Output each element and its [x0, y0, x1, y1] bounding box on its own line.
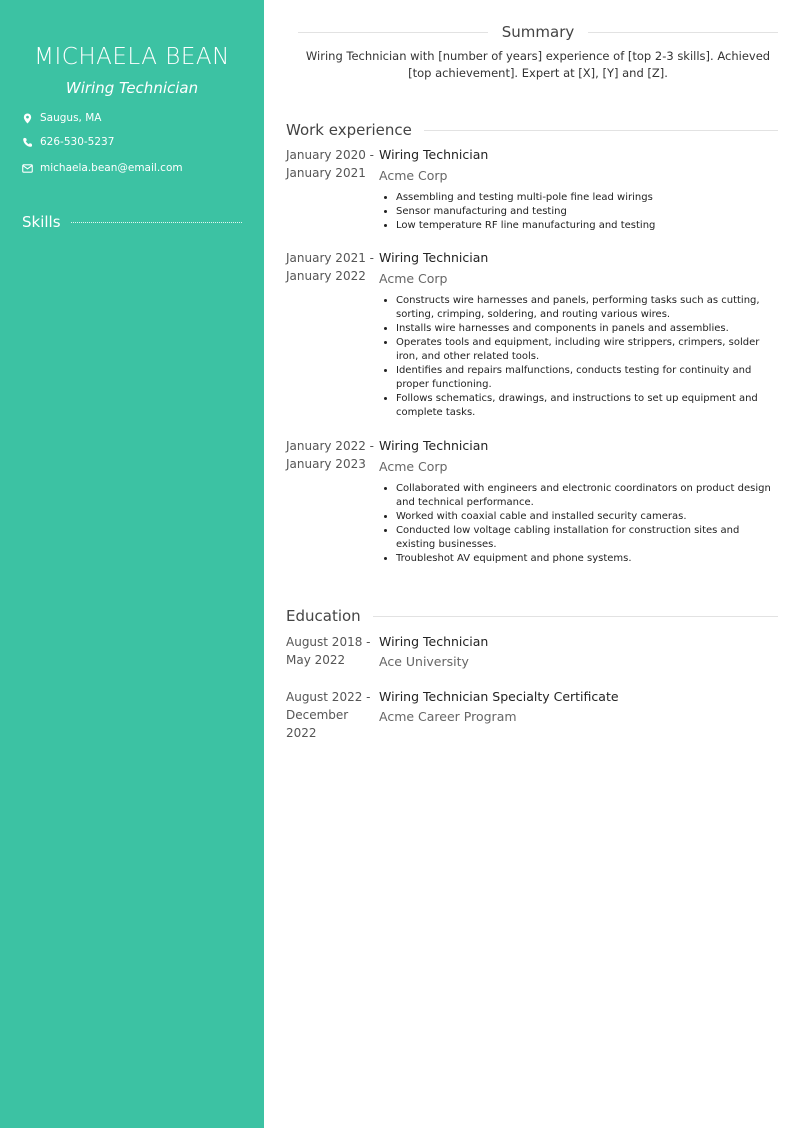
contact-location [22, 112, 101, 124]
work-company: Acme Corp [379, 459, 448, 474]
education-title: Wiring Technician Specialty Certificate [379, 689, 619, 704]
education-date-start: August 2022 - [286, 690, 371, 704]
work-bullet: • Installs wire harnesses and components in panels and assemblies. [396, 322, 778, 336]
email-icon [22, 163, 33, 174]
education-institution: Acme Career Program [379, 709, 517, 724]
summary-divider-right [588, 32, 778, 33]
work-bullet: • Worked with coaxial cable and installed security cameras. [396, 510, 778, 524]
education-date-end: December 2022 [286, 708, 349, 740]
contact-phone [22, 136, 114, 148]
education-title: Wiring Technician [379, 634, 489, 649]
phone-icon [22, 137, 33, 148]
education-date-start: August 2018 - [286, 635, 371, 649]
work-date [286, 249, 378, 285]
candidate-role: Wiring Technician [65, 79, 199, 97]
education-date [286, 633, 378, 669]
education-date-end: May 2022 [286, 653, 346, 667]
skills-heading-text: Skills [22, 213, 61, 231]
work-title: Wiring Technician [379, 250, 489, 265]
work-date-end: January 2021 [286, 166, 366, 180]
work-divider [424, 130, 778, 131]
contact-email [22, 162, 183, 174]
work-bullets [379, 482, 778, 566]
work-company: Acme Corp [379, 168, 448, 183]
contact-phone-text: 626-530-5237 [40, 136, 115, 148]
skills-heading [22, 213, 242, 231]
contact-email-text: michaela.bean@email.com [40, 162, 183, 174]
work-bullet: • Conducted low voltage cabling installation for construction sites and existing businesses. [396, 524, 778, 552]
work-bullets [379, 191, 778, 233]
work-bullet: • Constructs wire harnesses and panels, performing tasks such as cutting, sorting, crimping, soldering, and routing various wires. [396, 294, 778, 322]
main-content [264, 0, 800, 1128]
work-date-start: January 2022 - [286, 439, 374, 453]
sidebar [0, 0, 264, 1128]
work-date-end: January 2022 [286, 269, 366, 283]
work-bullet: • Sensor manufacturing and testing [396, 205, 778, 219]
location-pin-icon [22, 113, 33, 124]
candidate-name: MICHAELA BEAN [34, 44, 230, 70]
skills-divider [71, 222, 242, 223]
work-company: Acme Corp [379, 271, 448, 286]
work-heading [286, 121, 778, 139]
education-institution: Ace University [379, 654, 469, 669]
education-heading-text: Education [286, 607, 361, 625]
education-date [286, 688, 378, 742]
work-date-start: January 2021 - [286, 251, 374, 265]
contact-location-text: Saugus, MA [40, 112, 102, 124]
work-bullets [379, 294, 778, 420]
education-heading [286, 607, 778, 625]
work-date-start: January 2020 - [286, 148, 374, 162]
work-bullet: • Troubleshot AV equipment and phone systems. [396, 552, 778, 566]
education-divider [373, 616, 778, 617]
work-bullet: • Operates tools and equipment, including wire strippers, crimpers, solder iron, and other related tools. [396, 336, 778, 364]
work-title: Wiring Technician [379, 147, 489, 162]
work-bullet: • Collaborated with engineers and electronic coordinators on product design and technical performance. [396, 482, 778, 510]
work-date [286, 146, 378, 182]
summary-heading-text: Summary [501, 23, 575, 41]
work-bullet: • Follows schematics, drawings, and instructions to set up equipment and complete tasks. [396, 392, 778, 420]
summary-text: Wiring Technician with [number of years] experience of [top 2-3 skills]. Achieved [top achievement]. Expert at [X], [Y] and [Z]. [305, 49, 771, 80]
summary-divider-left [298, 32, 488, 33]
work-title: Wiring Technician [379, 438, 489, 453]
work-bullet: • Low temperature RF line manufacturing and testing [396, 219, 778, 233]
work-heading-text: Work experience [286, 121, 412, 139]
work-date [286, 437, 378, 473]
summary-heading [298, 23, 778, 41]
work-bullet: • Assembling and testing multi-pole fine lead wirings [396, 191, 778, 205]
work-bullet: • Identifies and repairs malfunctions, conducts testing for continuity and proper functioning. [396, 364, 778, 392]
work-date-end: January 2023 [286, 457, 366, 471]
